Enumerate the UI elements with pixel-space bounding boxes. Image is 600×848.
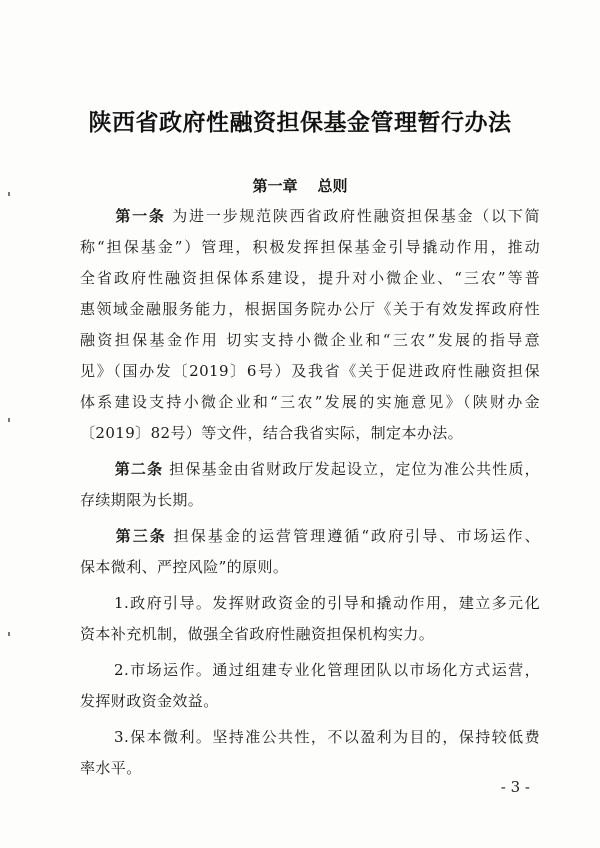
page-number: - 3 - [500,778,530,796]
article-text: 担保基金由省财政厅发起设立，定位为准公共性质， [169,460,540,478]
item-3-line-1: 3.保本微利。坚持准公共性，不以盈利为目的，保持较低费 [114,728,540,746]
margin-mark [8,632,10,636]
article-1-line-3: 全省政府性融资担保体系建设，提升对小微企业、“三农”等普 [80,269,540,287]
chapter-number: 第一章 [252,177,298,195]
item-3-line-2: 率水平。 [80,759,142,777]
article-3-line-2: 保本微利、严控风险”的原则。 [80,558,289,576]
article-label: 第三条 [114,527,167,545]
article-2-line-2: 存续期限为长期。 [80,491,204,509]
item-1-line-2: 资本补充机制，做强全省政府性融资担保机构实力。 [80,625,435,643]
article-3-line-1 [80,526,540,546]
article-label: 第一条 [114,207,166,225]
item-2-line-1: 2.市场运作。通过组建专业化管理团队以市场化方式运营， [114,661,540,679]
article-label: 第二条 [114,460,164,478]
article-2-line-1 [80,459,540,479]
chapter-name: 总则 [317,177,348,195]
item-2-line-2: 发挥财政资金效益。 [80,692,219,710]
item-1-line-1: 1.政府引导。发挥财政资金的引导和撬动作用，建立多元化 [114,594,540,612]
article-1-line-2: 称“担保基金”）管理，积极发挥担保基金引导撬动作用，推动 [80,238,540,256]
article-1-line-8: 〔2019〕82号）等文件，结合我省实际，制定本办法。 [80,424,464,442]
article-1-line-7: 体系建设支持小微企业和“三农”发展的实施意见》（陕财办金 [80,393,540,411]
article-text: 担保基金的运营管理遵循“政府引导、市场运作、 [173,527,540,545]
article-1-line-4: 惠领域金融服务能力，根据国务院办公厅《关于有效发挥政府性 [80,300,540,318]
article-1-line-5: 融资担保基金作用 切实支持小微企业和“三农”发展的指导意 [80,331,540,349]
margin-mark [8,418,10,422]
document-title: 陕西省政府性融资担保基金管理暂行办法 [88,109,512,136]
chapter-heading [0,175,600,196]
article-text: 为进一步规范陕西省政府性融资担保基金（以下简 [172,207,540,225]
article-1-line-1 [80,206,540,226]
article-1-line-6: 见》（国办发〔2019〕6号）及我省《关于促进政府性融资担保 [80,362,540,380]
